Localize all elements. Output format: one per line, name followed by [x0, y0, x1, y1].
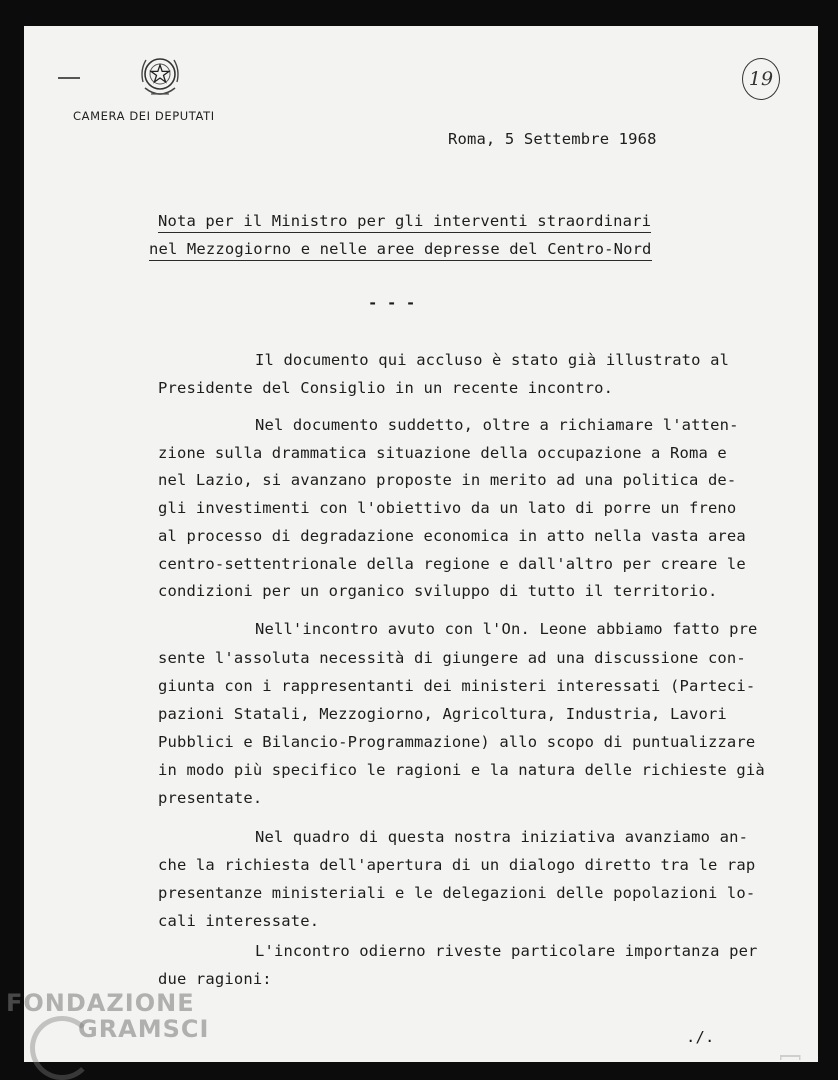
text-line: presentate.: [158, 789, 263, 807]
text-line: Nel documento suddetto, oltre a richiamare l'atten-: [255, 416, 739, 434]
text-line: Nel quadro di questa nostra iniziativa avanziamo an-: [255, 828, 749, 846]
text-line: due ragioni:: [158, 970, 272, 988]
watermark: [6, 990, 209, 1042]
italian-republic-emblem-icon: [137, 52, 183, 102]
text-line: centro-settentrionale della regione e dall'altro per creare le: [158, 555, 746, 573]
text-line: pazioni Statali, Mezzogiorno, Agricoltura, Industria, Lavori: [158, 705, 727, 723]
text-line: gli investimenti con l'obiettivo da un lato di porre un freno: [158, 499, 737, 517]
watermark-line-2: GRAMSCI: [78, 1015, 210, 1043]
page-number: 19: [742, 58, 780, 100]
text-line: che la richiesta dell'apertura di un dialogo diretto tra le rap: [158, 856, 756, 874]
continuation-mark: ./.: [686, 1028, 715, 1046]
text-line: L'incontro odierno riveste particolare importanza per: [255, 942, 758, 960]
title-line-1: Nota per il Ministro per gli interventi straordinari: [158, 212, 651, 230]
pencil-mark: [58, 77, 80, 79]
title-line-2: nel Mezzogiorno e nelle aree depresse del Centro-Nord: [149, 240, 652, 258]
text-line: Il documento qui accluso è stato già illustrato al: [255, 351, 730, 369]
institution-name: CAMERA DEI DEPUTATI: [73, 109, 215, 123]
separator: - - -: [368, 294, 416, 312]
text-line: nel Lazio, si avanzano proposte in merito ad una politica de-: [158, 471, 737, 489]
text-line: giunta con i rappresentanti dei ministeri interessati (Parteci-: [158, 677, 756, 695]
text-line: zione sulla drammatica situazione della occupazione a Roma e: [158, 444, 727, 462]
date-line: Roma, 5 Settembre 1968: [448, 130, 657, 148]
text-line: in modo più specifico le ragioni e la natura delle richieste già: [158, 761, 765, 779]
scan-edge-marks: [780, 1055, 820, 1060]
text-line: Presidente del Consiglio in un recente incontro.: [158, 379, 614, 397]
text-line: Pubblici e Bilancio-Programmazione) allo scopo di puntualizzare: [158, 733, 756, 751]
text-line: cali interessate.: [158, 912, 320, 930]
text-line: Nell'incontro avuto con l'On. Leone abbiamo fatto pre: [255, 620, 758, 638]
text-line: al processo di degradazione economica in atto nella vasta area: [158, 527, 746, 545]
text-line: sente l'assoluta necessità di giungere ad una discussione con-: [158, 649, 746, 667]
text-line: presentanze ministeriali e le delegazioni delle popolazioni lo-: [158, 884, 756, 902]
watermark-line-1: FONDAZIONE: [6, 989, 195, 1017]
text-line: condizioni per un organico sviluppo di tutto il territorio.: [158, 582, 718, 600]
